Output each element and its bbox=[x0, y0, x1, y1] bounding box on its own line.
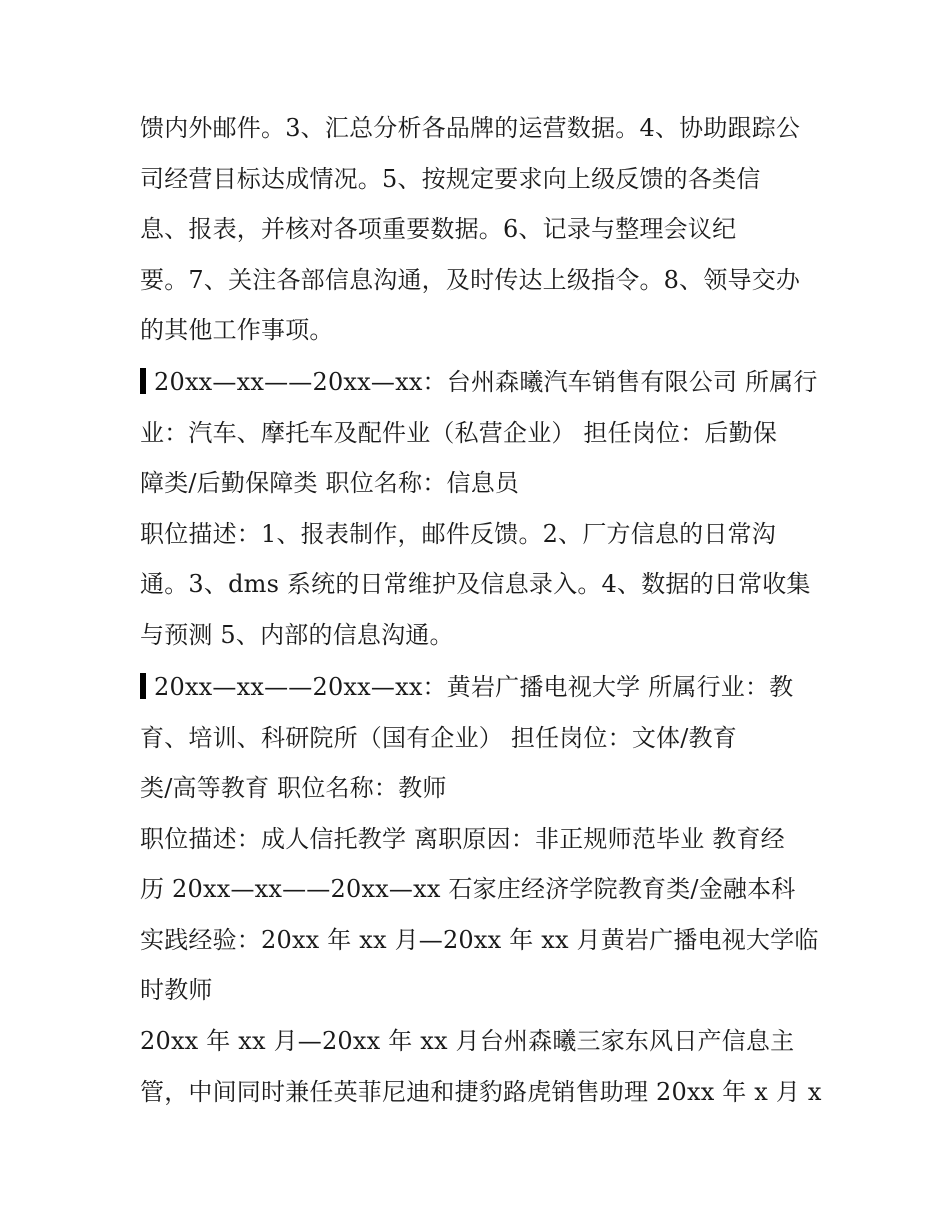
section-marker-bar bbox=[140, 368, 146, 394]
text-line: 业：汽车、摩托车及配件业（私营企业） 担任岗位：后勤保 bbox=[140, 419, 778, 447]
job-entry-heading-text: 20xx—xx——20xx—xx：台州森曦汽车销售有限公司 所属行 bbox=[154, 368, 818, 396]
text-line: 的其他工作事项。 bbox=[140, 316, 334, 344]
job-entry-heading bbox=[140, 670, 793, 704]
text-line: 类/高等教育 职位名称：教师 bbox=[140, 774, 447, 802]
text-line: 管，中间同时兼任英菲尼迪和捷豹路虎销售助理 20xx 年 x 月 x bbox=[140, 1078, 822, 1106]
job-entry-heading-text: 20xx—xx——20xx—xx：黄岩广播电视大学 所属行业：教 bbox=[154, 673, 794, 701]
text-line: 历 20xx—xx——20xx—xx 石家庄经济学院教育类/金融本科 bbox=[140, 875, 796, 903]
text-line: 司经营目标达成情况。5、按规定要求向上级反馈的各类信 bbox=[140, 165, 761, 193]
text-line: 时教师 bbox=[140, 976, 213, 1004]
text-line: 馈内外邮件。3、汇总分析各品牌的运营数据。4、协助跟踪公 bbox=[140, 114, 801, 142]
text-line: 职位描述：成人信托教学 离职原因：非正规师范毕业 教育经 bbox=[140, 825, 785, 853]
text-line: 要。7、关注各部信息沟通，及时传达上级指令。8、领导交办 bbox=[140, 266, 801, 294]
text-line: 20xx 年 xx 月—20xx 年 xx 月台州森曦三家东风日产信息主 bbox=[140, 1027, 795, 1055]
section-marker-bar bbox=[140, 673, 146, 699]
job-entry-heading bbox=[140, 365, 818, 399]
text-line: 职位描述：1、报表制作，邮件反馈。2、厂方信息的日常沟 bbox=[140, 520, 776, 548]
text-line: 通。3、dms 系统的日常维护及信息录入。4、数据的日常收集 bbox=[140, 570, 811, 598]
text-line: 息、报表，并核对各项重要数据。6、记录与整理会议纪 bbox=[140, 215, 737, 243]
text-line: 育、培训、科研院所（国有企业） 担任岗位：文体/教育 bbox=[140, 724, 737, 752]
text-line: 实践经验：20xx 年 xx 月—20xx 年 xx 月黄岩广播电视大学临 bbox=[140, 926, 819, 954]
text-line: 与预测 5、内部的信息沟通。 bbox=[140, 621, 454, 649]
text-line: 障类/后勤保障类 职位名称：信息员 bbox=[140, 469, 520, 497]
